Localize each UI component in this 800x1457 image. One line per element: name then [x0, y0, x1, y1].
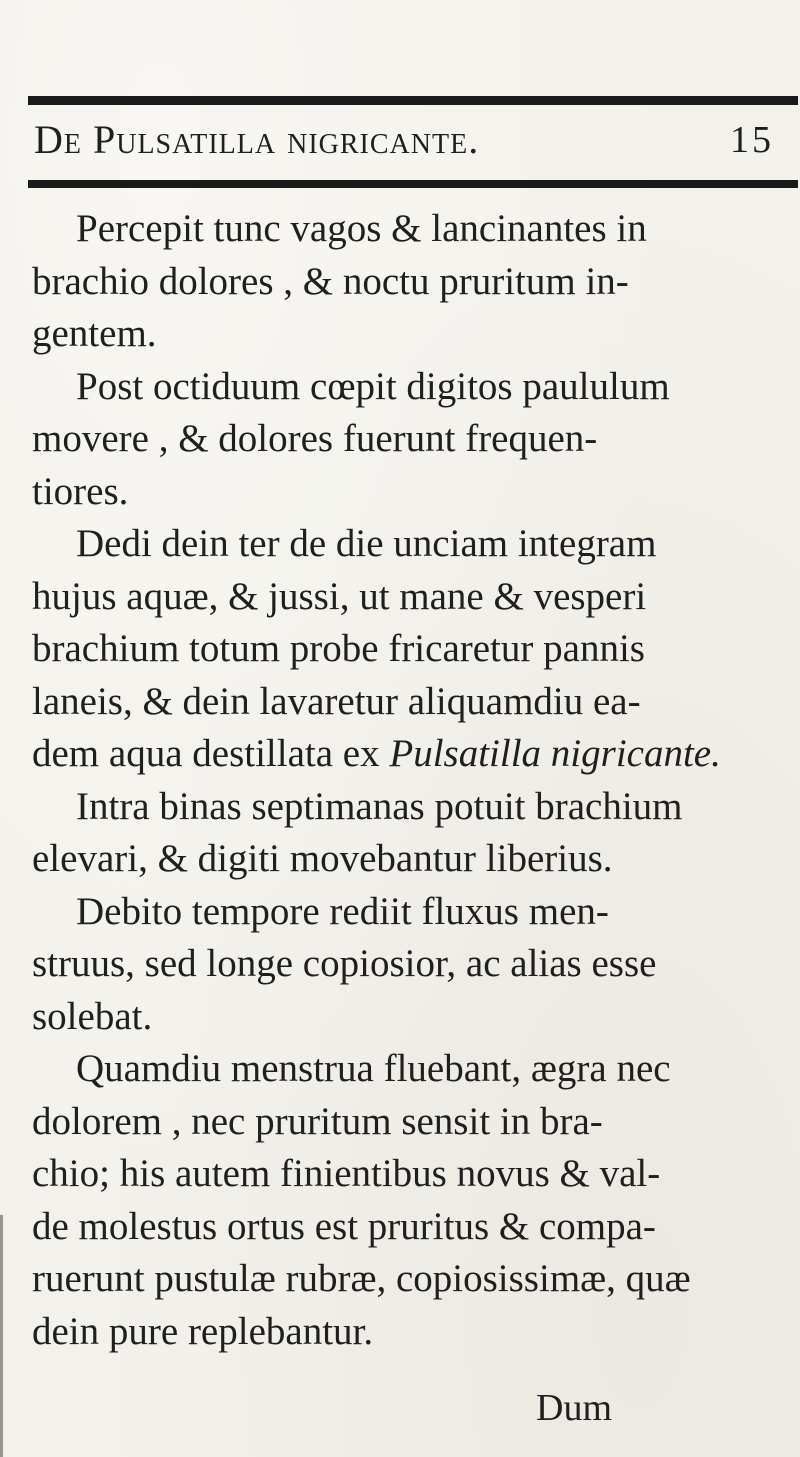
- text-line: de molestus ortus est pruritus & compa-: [32, 1204, 656, 1248]
- text-line: chio; his autem finientibus novus & val-: [32, 1152, 661, 1195]
- text-line: Dedi dein ter de die unciam integram: [76, 522, 657, 565]
- text-line: gentem.: [32, 312, 157, 355]
- text-line: movere , & dolores fuerunt frequen-: [32, 417, 598, 460]
- header-rule-bottom: [28, 180, 798, 188]
- text-line: Post octiduum cœpit digitos paululum: [76, 364, 670, 408]
- text-line: dolorem , nec pruritum sensit in bra-: [32, 1099, 603, 1143]
- text-line: Intra binas septimanas potuit brachium: [76, 784, 683, 828]
- text-line: struus, sed longe copiosior, ac alias esse: [32, 942, 657, 985]
- running-head-title: De Pulsatilla nigricante.: [34, 117, 480, 162]
- page-number: 15: [730, 119, 774, 161]
- italic-term: Pulsatilla nigricante.: [389, 732, 721, 775]
- text-line: brachium totum probe fricaretur pannis: [32, 627, 645, 670]
- text-line: Debito tempore rediit fluxus men-: [76, 889, 609, 933]
- text-line: solebat.: [32, 994, 153, 1038]
- text-line: Quamdiu menstrua fluebant, ægra nec: [76, 1047, 671, 1090]
- header-rule-top: [28, 96, 798, 105]
- running-head: [34, 113, 774, 167]
- text-line: dein pure replebantur.: [32, 1309, 374, 1353]
- text-line: dem aqua destillata ex Pulsatilla nigricante.: [32, 732, 721, 775]
- text-line: elevari, & digiti movebantur liberius.: [32, 837, 613, 880]
- catchword: Dum: [536, 1387, 612, 1429]
- text-line: hujus aquæ, & jussi, ut mane & vesperi: [32, 574, 647, 618]
- page-edge-shadow: [0, 1215, 3, 1457]
- body-text: [32, 203, 772, 1434]
- text-line: ruerunt pustulæ rubræ, copiosissimæ, quæ: [32, 1257, 691, 1300]
- text-line: Percepit tunc vagos & lancinantes in: [76, 207, 647, 250]
- text-line: laneis, & dein lavaretur aliquamdiu ea-: [32, 679, 641, 723]
- text-line: brachio dolores , & noctu pruritum in-: [32, 259, 629, 303]
- text-line: tiores.: [32, 469, 129, 513]
